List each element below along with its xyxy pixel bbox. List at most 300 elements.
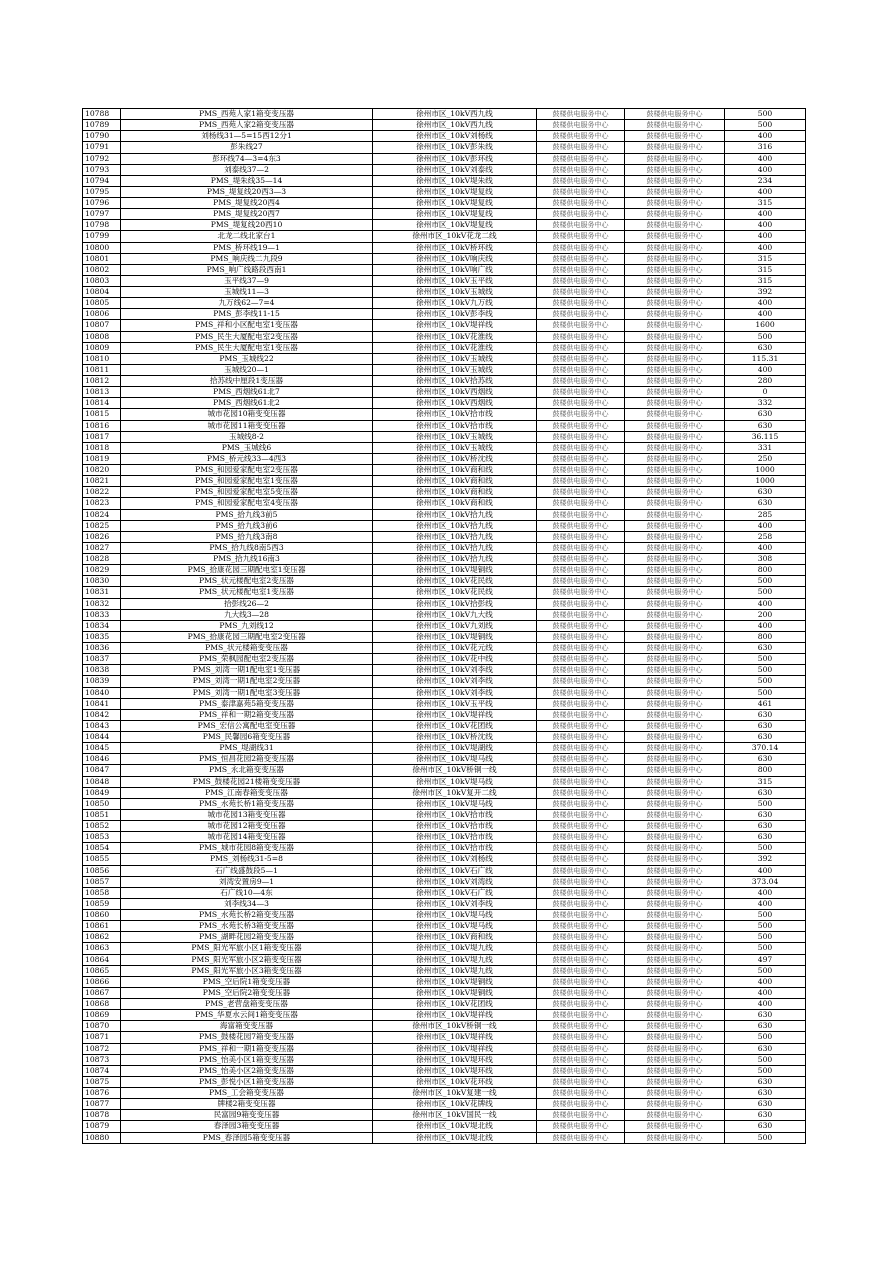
transformer-name-cell: PMS_祥和小区配电室1变压器 bbox=[121, 320, 373, 331]
transformer-name-cell: 北龙二线北家台1 bbox=[121, 231, 373, 242]
feeder-line-cell: 徐州市区_10kV花环线 bbox=[373, 1076, 537, 1087]
table-row bbox=[83, 531, 806, 542]
table-row bbox=[83, 164, 806, 175]
row-id-cell: 10818 bbox=[83, 442, 121, 453]
feeder-line-cell: 徐州市区_10kV堤马线 bbox=[373, 754, 537, 765]
service-center-cell: 鼓楼供电服务中心 bbox=[537, 1043, 625, 1054]
transformer-name-cell: PMS_江南春箱变变压器 bbox=[121, 787, 373, 798]
service-center-secondary-cell: 鼓楼供电服务中心 bbox=[625, 1110, 725, 1121]
service-center-cell: 鼓楼供电服务中心 bbox=[537, 987, 625, 998]
feeder-line-cell: 徐州市区_10kV桥铜一线 bbox=[373, 1021, 537, 1032]
feeder-line-cell: 徐州市区_10kV堤马线 bbox=[373, 921, 537, 932]
row-id-cell: 10816 bbox=[83, 420, 121, 431]
capacity-cell: 630 bbox=[725, 732, 806, 743]
capacity-cell: 630 bbox=[725, 342, 806, 353]
service-center-secondary-cell: 鼓楼供电服务中心 bbox=[625, 665, 725, 676]
row-id-cell: 10870 bbox=[83, 1021, 121, 1032]
feeder-line-cell: 徐州市区_10kV拾彭线 bbox=[373, 598, 537, 609]
service-center-secondary-cell: 鼓楼供电服务中心 bbox=[625, 142, 725, 153]
transformer-name-cell: 拾彭线26—2 bbox=[121, 598, 373, 609]
service-center-cell: 鼓楼供电服务中心 bbox=[537, 576, 625, 587]
row-id-cell: 10822 bbox=[83, 487, 121, 498]
service-center-cell: 鼓楼供电服务中心 bbox=[537, 220, 625, 231]
service-center-secondary-cell: 鼓楼供电服务中心 bbox=[625, 398, 725, 409]
service-center-secondary-cell: 鼓楼供电服务中心 bbox=[625, 1076, 725, 1087]
transformer-name-cell: 刘李线34—3 bbox=[121, 898, 373, 909]
service-center-cell: 鼓楼供电服务中心 bbox=[537, 809, 625, 820]
service-center-cell: 鼓楼供电服务中心 bbox=[537, 442, 625, 453]
transformer-name-cell: PMS_水苑长桥1箱变变压器 bbox=[121, 798, 373, 809]
service-center-cell: 鼓楼供电服务中心 bbox=[537, 298, 625, 309]
table-row bbox=[83, 1099, 806, 1110]
service-center-cell: 鼓楼供电服务中心 bbox=[537, 431, 625, 442]
capacity-cell: 392 bbox=[725, 854, 806, 865]
service-center-cell: 鼓楼供电服务中心 bbox=[537, 465, 625, 476]
service-center-cell: 鼓楼供电服务中心 bbox=[537, 509, 625, 520]
feeder-line-cell: 徐州市区_10kV堤九线 bbox=[373, 954, 537, 965]
capacity-cell: 370.14 bbox=[725, 743, 806, 754]
row-id-cell: 10857 bbox=[83, 876, 121, 887]
capacity-cell: 630 bbox=[725, 832, 806, 843]
row-id-cell: 10794 bbox=[83, 175, 121, 186]
transformer-name-cell: PMS_泰津嘉苑5箱变变压器 bbox=[121, 698, 373, 709]
capacity-cell: 0 bbox=[725, 387, 806, 398]
table-row bbox=[83, 676, 806, 687]
row-id-cell: 10849 bbox=[83, 787, 121, 798]
feeder-line-cell: 徐州市区_10kV响庆线 bbox=[373, 253, 537, 264]
transformer-name-cell: PMS_拾九线16南3 bbox=[121, 554, 373, 565]
feeder-line-cell: 徐州市区_10kV拾苏线 bbox=[373, 376, 537, 387]
transformer-name-cell: 城市花园13箱变变压器 bbox=[121, 809, 373, 820]
row-id-cell: 10879 bbox=[83, 1121, 121, 1132]
transformer-name-cell: PMS_拾康花园三期配电室2变压器 bbox=[121, 631, 373, 642]
service-center-secondary-cell: 鼓楼供电服务中心 bbox=[625, 965, 725, 976]
table-row bbox=[83, 598, 806, 609]
service-center-cell: 鼓楼供电服务中心 bbox=[537, 398, 625, 409]
service-center-cell: 鼓楼供电服务中心 bbox=[537, 1076, 625, 1087]
row-id-cell: 10814 bbox=[83, 398, 121, 409]
row-id-cell: 10810 bbox=[83, 353, 121, 364]
transformer-name-cell: PMS_拾九线8南5西3 bbox=[121, 542, 373, 553]
row-id-cell: 10789 bbox=[83, 120, 121, 131]
row-id-cell: 10788 bbox=[83, 109, 121, 120]
capacity-cell: 285 bbox=[725, 509, 806, 520]
service-center-secondary-cell: 鼓楼供电服务中心 bbox=[625, 1032, 725, 1043]
row-id-cell: 10843 bbox=[83, 720, 121, 731]
table-row bbox=[83, 709, 806, 720]
table-row bbox=[83, 142, 806, 153]
table-row bbox=[83, 620, 806, 631]
capacity-cell: 400 bbox=[725, 999, 806, 1010]
row-id-cell: 10854 bbox=[83, 843, 121, 854]
feeder-line-cell: 徐州市区_10kV玉城线 bbox=[373, 431, 537, 442]
service-center-secondary-cell: 鼓楼供电服务中心 bbox=[625, 954, 725, 965]
feeder-line-cell: 徐州市区_10kV花团线 bbox=[373, 999, 537, 1010]
service-center-cell: 鼓楼供电服务中心 bbox=[537, 1099, 625, 1110]
feeder-line-cell: 徐州市区_10kV刘李线 bbox=[373, 676, 537, 687]
feeder-line-cell: 徐州市区_10kV堤复线 bbox=[373, 186, 537, 197]
transformer-name-cell: 九大线3—28 bbox=[121, 609, 373, 620]
feeder-line-cell: 徐州市区_10kV玉城线 bbox=[373, 353, 537, 364]
feeder-line-cell: 徐州市区_10kV石广线 bbox=[373, 887, 537, 898]
service-center-secondary-cell: 鼓楼供电服务中心 bbox=[625, 231, 725, 242]
service-center-secondary-cell: 鼓楼供电服务中心 bbox=[625, 676, 725, 687]
service-center-secondary-cell: 鼓楼供电服务中心 bbox=[625, 565, 725, 576]
transformer-name-cell: PMS_老营盘箱变变压器 bbox=[121, 999, 373, 1010]
feeder-line-cell: 徐州市区_10kV堤祥线 bbox=[373, 320, 537, 331]
service-center-cell: 鼓楼供电服务中心 bbox=[537, 175, 625, 186]
capacity-cell: 400 bbox=[725, 131, 806, 142]
table-row bbox=[83, 409, 806, 420]
feeder-line-cell: 徐州市区_10kV桥铜一线 bbox=[373, 765, 537, 776]
service-center-cell: 鼓楼供电服务中心 bbox=[537, 965, 625, 976]
table-row bbox=[83, 186, 806, 197]
feeder-line-cell: 徐州市区_10kV刘李线 bbox=[373, 665, 537, 676]
capacity-cell: 500 bbox=[725, 120, 806, 131]
row-id-cell: 10809 bbox=[83, 342, 121, 353]
feeder-line-cell: 徐州市区_10kV西九线 bbox=[373, 120, 537, 131]
transformer-name-cell: PMS_空后院1箱变变压器 bbox=[121, 976, 373, 987]
feeder-line-cell: 徐州市区_10kV堤铜线 bbox=[373, 987, 537, 998]
table-row bbox=[83, 220, 806, 231]
service-center-secondary-cell: 鼓楼供电服务中心 bbox=[625, 709, 725, 720]
row-id-cell: 10803 bbox=[83, 275, 121, 286]
table-row bbox=[83, 865, 806, 876]
table-row bbox=[83, 476, 806, 487]
capacity-cell: 400 bbox=[725, 209, 806, 220]
transformer-name-cell: PMS_玉城线6 bbox=[121, 442, 373, 453]
capacity-cell: 630 bbox=[725, 720, 806, 731]
service-center-cell: 鼓楼供电服务中心 bbox=[537, 231, 625, 242]
row-id-cell: 10837 bbox=[83, 654, 121, 665]
feeder-line-cell: 徐州市区_10kV西烟线 bbox=[373, 387, 537, 398]
feeder-line-cell: 徐州市区_10kV堤九线 bbox=[373, 965, 537, 976]
table-row bbox=[83, 487, 806, 498]
service-center-secondary-cell: 鼓楼供电服务中心 bbox=[625, 910, 725, 921]
row-id-cell: 10820 bbox=[83, 465, 121, 476]
transformer-name-cell: PMS_祥和一期2箱变变压器 bbox=[121, 709, 373, 720]
row-id-cell: 10867 bbox=[83, 987, 121, 998]
transformer-name-cell: PMS_堤复线20西10 bbox=[121, 220, 373, 231]
service-center-secondary-cell: 鼓楼供电服务中心 bbox=[625, 921, 725, 932]
capacity-cell: 461 bbox=[725, 698, 806, 709]
transformer-name-cell: PMS_堤湖线31 bbox=[121, 743, 373, 754]
transformer-name-cell: PMS_刘湾一期1配电室2变压器 bbox=[121, 676, 373, 687]
transformer-name-cell: 刘杨线31—5=15西12分1 bbox=[121, 131, 373, 142]
feeder-line-cell: 徐州市区_10kV九大线 bbox=[373, 609, 537, 620]
service-center-cell: 鼓楼供电服务中心 bbox=[537, 1010, 625, 1021]
row-id-cell: 10844 bbox=[83, 732, 121, 743]
row-id-cell: 10841 bbox=[83, 698, 121, 709]
table-row bbox=[83, 787, 806, 798]
row-id-cell: 10812 bbox=[83, 376, 121, 387]
table-row bbox=[83, 1065, 806, 1076]
service-center-secondary-cell: 鼓楼供电服务中心 bbox=[625, 531, 725, 542]
transformer-name-cell: PMS_玉城线22 bbox=[121, 353, 373, 364]
row-id-cell: 10846 bbox=[83, 754, 121, 765]
service-center-cell: 鼓楼供电服务中心 bbox=[537, 620, 625, 631]
table-row bbox=[83, 298, 806, 309]
row-id-cell: 10834 bbox=[83, 620, 121, 631]
service-center-secondary-cell: 鼓楼供电服务中心 bbox=[625, 765, 725, 776]
row-id-cell: 10852 bbox=[83, 821, 121, 832]
transformer-name-cell: PMS_华夏水云间1箱变变压器 bbox=[121, 1010, 373, 1021]
service-center-secondary-cell: 鼓楼供电服务中心 bbox=[625, 331, 725, 342]
table-row bbox=[83, 554, 806, 565]
service-center-cell: 鼓楼供电服务中心 bbox=[537, 364, 625, 375]
row-id-cell: 10800 bbox=[83, 242, 121, 253]
service-center-cell: 鼓楼供电服务中心 bbox=[537, 209, 625, 220]
transformer-name-cell: PMS_堤复线20西7 bbox=[121, 209, 373, 220]
service-center-cell: 鼓楼供电服务中心 bbox=[537, 709, 625, 720]
capacity-cell: 400 bbox=[725, 865, 806, 876]
transformer-name-cell: 城市花园14箱变变压器 bbox=[121, 832, 373, 843]
service-center-secondary-cell: 鼓楼供电服务中心 bbox=[625, 242, 725, 253]
row-id-cell: 10817 bbox=[83, 431, 121, 442]
table-row bbox=[83, 253, 806, 264]
service-center-cell: 鼓楼供电服务中心 bbox=[537, 821, 625, 832]
capacity-cell: 400 bbox=[725, 309, 806, 320]
table-row bbox=[83, 576, 806, 587]
service-center-cell: 鼓楼供电服务中心 bbox=[537, 976, 625, 987]
feeder-line-cell: 徐州市区_10kV刘湾线 bbox=[373, 876, 537, 887]
feeder-line-cell: 徐州市区_10kV堤铜线 bbox=[373, 631, 537, 642]
row-id-cell: 10804 bbox=[83, 287, 121, 298]
service-center-secondary-cell: 鼓楼供电服务中心 bbox=[625, 943, 725, 954]
capacity-cell: 497 bbox=[725, 954, 806, 965]
feeder-line-cell: 徐州市区_10kV西九线 bbox=[373, 109, 537, 120]
row-id-cell: 10873 bbox=[83, 1054, 121, 1065]
feeder-line-cell: 徐州市区_10kV桥环线 bbox=[373, 242, 537, 253]
capacity-cell: 630 bbox=[725, 498, 806, 509]
transformer-name-cell: PMS_状元楼配电室1变压器 bbox=[121, 587, 373, 598]
table-row bbox=[83, 131, 806, 142]
table-row bbox=[83, 698, 806, 709]
transformer-name-cell: PMS_拾九线3南8 bbox=[121, 531, 373, 542]
transformer-name-cell: 彭环线74—3=4东3 bbox=[121, 153, 373, 164]
capacity-cell: 630 bbox=[725, 1110, 806, 1121]
table-row bbox=[83, 264, 806, 275]
transformer-name-cell: PMS_刘湾一期1配电室1变压器 bbox=[121, 665, 373, 676]
service-center-cell: 鼓楼供电服务中心 bbox=[537, 153, 625, 164]
table-row bbox=[83, 587, 806, 598]
service-center-cell: 鼓楼供电服务中心 bbox=[537, 554, 625, 565]
service-center-secondary-cell: 鼓楼供电服务中心 bbox=[625, 420, 725, 431]
row-id-cell: 10807 bbox=[83, 320, 121, 331]
service-center-secondary-cell: 鼓楼供电服务中心 bbox=[625, 465, 725, 476]
row-id-cell: 10819 bbox=[83, 453, 121, 464]
feeder-line-cell: 徐州市区_10kV响广线 bbox=[373, 264, 537, 275]
service-center-secondary-cell: 鼓楼供电服务中心 bbox=[625, 442, 725, 453]
capacity-cell: 500 bbox=[725, 910, 806, 921]
table-row bbox=[83, 509, 806, 520]
row-id-cell: 10796 bbox=[83, 198, 121, 209]
transformer-name-cell: PMS_和园爱家配电室2变压器 bbox=[121, 465, 373, 476]
service-center-cell: 鼓楼供电服务中心 bbox=[537, 598, 625, 609]
table-row bbox=[83, 720, 806, 731]
service-center-secondary-cell: 鼓楼供电服务中心 bbox=[625, 587, 725, 598]
transformer-name-cell: PMS_西烟线61北2 bbox=[121, 398, 373, 409]
row-id-cell: 10836 bbox=[83, 643, 121, 654]
row-id-cell: 10858 bbox=[83, 887, 121, 898]
transformer-name-cell: 城市花园12箱变变压器 bbox=[121, 821, 373, 832]
service-center-secondary-cell: 鼓楼供电服务中心 bbox=[625, 209, 725, 220]
capacity-cell: 1600 bbox=[725, 320, 806, 331]
service-center-secondary-cell: 鼓楼供电服务中心 bbox=[625, 720, 725, 731]
transformer-name-cell: 玉城线11—3 bbox=[121, 287, 373, 298]
table-row bbox=[83, 420, 806, 431]
capacity-cell: 315 bbox=[725, 253, 806, 264]
transformer-name-cell: PMS_和园爱家配电室1变压器 bbox=[121, 476, 373, 487]
service-center-secondary-cell: 鼓楼供电服务中心 bbox=[625, 754, 725, 765]
capacity-cell: 250 bbox=[725, 453, 806, 464]
transformer-name-cell: 海富箱变变压器 bbox=[121, 1021, 373, 1032]
capacity-cell: 280 bbox=[725, 376, 806, 387]
transformer-name-cell: PMS_工会箱变变压器 bbox=[121, 1088, 373, 1099]
row-id-cell: 10848 bbox=[83, 776, 121, 787]
transformer-name-cell: 刘湾安置房9—1 bbox=[121, 876, 373, 887]
table-row bbox=[83, 1110, 806, 1121]
feeder-line-cell: 徐州市区_10kV拾市线 bbox=[373, 821, 537, 832]
capacity-cell: 315 bbox=[725, 198, 806, 209]
service-center-cell: 鼓楼供电服务中心 bbox=[537, 275, 625, 286]
transformer-name-cell: PMS_状元楼箱变变压器 bbox=[121, 643, 373, 654]
service-center-secondary-cell: 鼓楼供电服务中心 bbox=[625, 1099, 725, 1110]
feeder-line-cell: 徐州市区_10kV拾市线 bbox=[373, 809, 537, 820]
feeder-line-cell: 徐州市区_10kV玉平线 bbox=[373, 698, 537, 709]
service-center-secondary-cell: 鼓楼供电服务中心 bbox=[625, 976, 725, 987]
row-id-cell: 10825 bbox=[83, 520, 121, 531]
transformer-name-cell: 城市花园10箱变变压器 bbox=[121, 409, 373, 420]
capacity-cell: 400 bbox=[725, 898, 806, 909]
service-center-secondary-cell: 鼓楼供电服务中心 bbox=[625, 598, 725, 609]
table-row bbox=[83, 654, 806, 665]
transformer-name-cell: 玉城线20—1 bbox=[121, 364, 373, 375]
capacity-cell: 630 bbox=[725, 1076, 806, 1087]
service-center-secondary-cell: 鼓楼供电服务中心 bbox=[625, 1121, 725, 1132]
service-center-cell: 鼓楼供电服务中心 bbox=[537, 765, 625, 776]
service-center-cell: 鼓楼供电服务中心 bbox=[537, 1110, 625, 1121]
capacity-cell: 800 bbox=[725, 765, 806, 776]
table-row bbox=[83, 465, 806, 476]
service-center-cell: 鼓楼供电服务中心 bbox=[537, 520, 625, 531]
service-center-cell: 鼓楼供电服务中心 bbox=[537, 665, 625, 676]
row-id-cell: 10850 bbox=[83, 798, 121, 809]
service-center-cell: 鼓楼供电服务中心 bbox=[537, 242, 625, 253]
row-id-cell: 10880 bbox=[83, 1132, 121, 1143]
service-center-cell: 鼓楼供电服务中心 bbox=[537, 387, 625, 398]
transformer-name-cell: 玉平线37—9 bbox=[121, 275, 373, 286]
row-id-cell: 10865 bbox=[83, 965, 121, 976]
feeder-line-cell: 徐州市区_10kV拾九线 bbox=[373, 542, 537, 553]
feeder-line-cell: 徐州市区_10kV堤马线 bbox=[373, 798, 537, 809]
capacity-cell: 400 bbox=[725, 976, 806, 987]
transformer-name-cell: PMS_刘湾一期1配电室3变压器 bbox=[121, 687, 373, 698]
transformer-name-cell: PMS_春泽园5箱变变压器 bbox=[121, 1132, 373, 1143]
table-row bbox=[83, 275, 806, 286]
service-center-cell: 鼓楼供电服务中心 bbox=[537, 120, 625, 131]
transformer-name-cell: PMS_拾康花园三期配电室1变压器 bbox=[121, 565, 373, 576]
table-row bbox=[83, 921, 806, 932]
feeder-line-cell: 徐州市区_10kV石广线 bbox=[373, 865, 537, 876]
service-center-secondary-cell: 鼓楼供电服务中心 bbox=[625, 609, 725, 620]
service-center-secondary-cell: 鼓楼供电服务中心 bbox=[625, 732, 725, 743]
transformer-name-cell: PMS_堤朱线35—14 bbox=[121, 175, 373, 186]
table-row bbox=[83, 498, 806, 509]
service-center-cell: 鼓楼供电服务中心 bbox=[537, 498, 625, 509]
row-id-cell: 10876 bbox=[83, 1088, 121, 1099]
service-center-cell: 鼓楼供电服务中心 bbox=[537, 687, 625, 698]
row-id-cell: 10793 bbox=[83, 164, 121, 175]
service-center-secondary-cell: 鼓楼供电服务中心 bbox=[625, 153, 725, 164]
capacity-cell: 315 bbox=[725, 776, 806, 787]
service-center-cell: 鼓楼供电服务中心 bbox=[537, 954, 625, 965]
service-center-cell: 鼓楼供电服务中心 bbox=[537, 698, 625, 709]
service-center-cell: 鼓楼供电服务中心 bbox=[537, 887, 625, 898]
capacity-cell: 630 bbox=[725, 643, 806, 654]
service-center-secondary-cell: 鼓楼供电服务中心 bbox=[625, 1132, 725, 1143]
service-center-secondary-cell: 鼓楼供电服务中心 bbox=[625, 264, 725, 275]
row-id-cell: 10831 bbox=[83, 587, 121, 598]
row-id-cell: 10869 bbox=[83, 1010, 121, 1021]
service-center-cell: 鼓楼供电服务中心 bbox=[537, 932, 625, 943]
feeder-line-cell: 徐州市区_10kV彭李线 bbox=[373, 309, 537, 320]
row-id-cell: 10826 bbox=[83, 531, 121, 542]
table-row bbox=[83, 754, 806, 765]
feeder-line-cell: 徐州市区_10kV刘李线 bbox=[373, 687, 537, 698]
capacity-cell: 400 bbox=[725, 242, 806, 253]
transformer-name-cell: PMS_九刘线12 bbox=[121, 620, 373, 631]
transformer-name-cell: PMS_阳光军旅小区2箱变变压器 bbox=[121, 954, 373, 965]
service-center-secondary-cell: 鼓楼供电服务中心 bbox=[625, 1021, 725, 1032]
service-center-secondary-cell: 鼓楼供电服务中心 bbox=[625, 999, 725, 1010]
service-center-cell: 鼓楼供电服务中心 bbox=[537, 376, 625, 387]
service-center-cell: 鼓楼供电服务中心 bbox=[537, 943, 625, 954]
feeder-line-cell: 徐州市区_10kV商和线 bbox=[373, 465, 537, 476]
capacity-cell: 400 bbox=[725, 520, 806, 531]
row-id-cell: 10851 bbox=[83, 809, 121, 820]
capacity-cell: 400 bbox=[725, 298, 806, 309]
service-center-secondary-cell: 鼓楼供电服务中心 bbox=[625, 376, 725, 387]
row-id-cell: 10847 bbox=[83, 765, 121, 776]
service-center-secondary-cell: 鼓楼供电服务中心 bbox=[625, 809, 725, 820]
service-center-secondary-cell: 鼓楼供电服务中心 bbox=[625, 821, 725, 832]
capacity-cell: 500 bbox=[725, 843, 806, 854]
capacity-cell: 315 bbox=[725, 275, 806, 286]
transformer-name-cell: PMS_堤复线20西4 bbox=[121, 198, 373, 209]
feeder-line-cell: 徐州市区_10kV拾市线 bbox=[373, 843, 537, 854]
row-id-cell: 10829 bbox=[83, 565, 121, 576]
service-center-cell: 鼓楼供电服务中心 bbox=[537, 142, 625, 153]
table-row bbox=[83, 453, 806, 464]
capacity-cell: 630 bbox=[725, 409, 806, 420]
service-center-secondary-cell: 鼓楼供电服务中心 bbox=[625, 698, 725, 709]
transformer-name-cell: PMS_西苑人家1箱变变压器 bbox=[121, 109, 373, 120]
service-center-secondary-cell: 鼓楼供电服务中心 bbox=[625, 798, 725, 809]
feeder-line-cell: 徐州市区_10kV堤北线 bbox=[373, 1121, 537, 1132]
table-row bbox=[83, 631, 806, 642]
service-center-secondary-cell: 鼓楼供电服务中心 bbox=[625, 643, 725, 654]
table-row bbox=[83, 231, 806, 242]
feeder-line-cell: 徐州市区_10kV刘李线 bbox=[373, 898, 537, 909]
table-row bbox=[83, 364, 806, 375]
service-center-secondary-cell: 鼓楼供电服务中心 bbox=[625, 987, 725, 998]
transformer-name-cell: PMS_民馨园6箱变变压器 bbox=[121, 732, 373, 743]
capacity-cell: 400 bbox=[725, 220, 806, 231]
transformer-name-cell: PMS_响庆线二九段9 bbox=[121, 253, 373, 264]
row-id-cell: 10806 bbox=[83, 309, 121, 320]
capacity-cell: 400 bbox=[725, 887, 806, 898]
